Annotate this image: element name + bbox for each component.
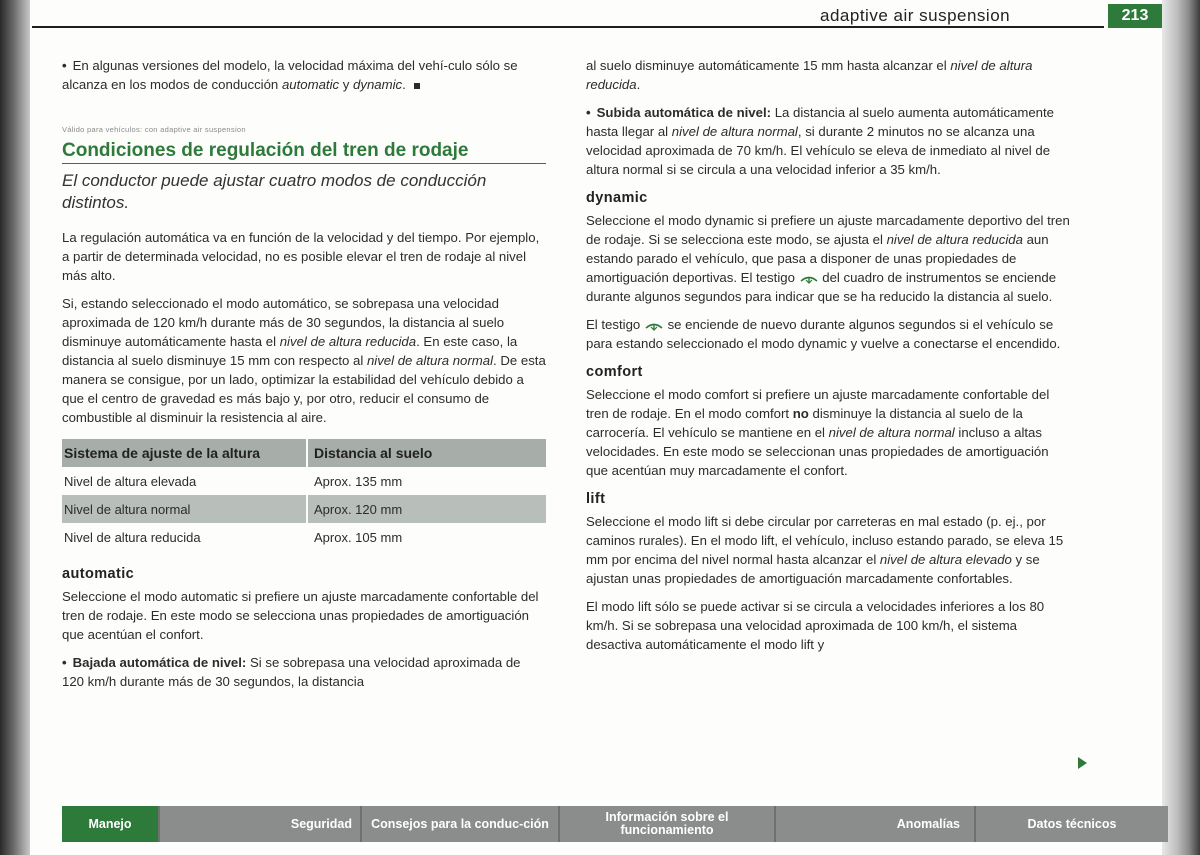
nav-tab-seguridad[interactable]: Seguridad [160, 806, 362, 842]
paragraph-continuation: al suelo disminuye automáticamente 15 mm hasta alcanzar el nivel de altura reducida. [586, 58, 1033, 92]
continue-arrow-icon [1078, 757, 1087, 769]
heading-dynamic: dynamic [586, 190, 648, 206]
book-pages-right [1162, 0, 1200, 855]
paragraph-regulation: La regulación automática va en función de la velocidad y del tiempo. Por ejemplo, a partir de determinada velocidad, no es posible elevar el tren de rodaje al nivel más alto. [62, 230, 540, 283]
paragraph-automatic-mode: Si, estando seleccionado el modo automático, se sobrepasa una velocidad aproximada de 120 km/h durante más de 30 segundos, la distancia al suelo disminuye automáticamente hasta el nivel de altura reducida. En este caso, la distancia al suelo disminuye 15 mm con respecto al nivel de altura normal. De esta manera se consigue, por un lado, optimizar la estabilidad del vehículo debido a que el centro de gravedad es más bajo y, por otro, reducir el consumo de combustible al disminuir la resistencia al aire. [62, 296, 546, 425]
table-row: Nivel de altura reducida Aprox. 105 mm [62, 523, 546, 551]
book-binding-left [0, 0, 30, 855]
heading-automatic: automatic [62, 566, 135, 582]
paragraph-dynamic: Seleccione el modo dynamic si prefiere un ajuste marcadamente deportivo del tren de rodaje. Si se selecciona este modo, se ajusta el nivel de altura reducida aun estando parado el vehículo, que pasa a disponer de unas propiedades de amortiguación deportivas. El testigo del cuadro de instrumentos se enciende durante algunos segundos para indicar que se ha reducido la distancia al suelo. [586, 213, 1070, 304]
suspension-lowered-icon [799, 274, 819, 284]
right-column [586, 56, 1074, 663]
heading-lift: lift [586, 491, 606, 507]
paragraph-lift-limit: El modo lift sólo se puede activar si se circula a velocidades inferiores a los 80 km/h. Si se sobrepasa una velocidad aproximada de 100 km/h, el sistema desactiva automáticamente el modo lift y [586, 599, 1045, 652]
left-column [62, 56, 546, 700]
paragraph-comfort: Seleccione el modo comfort si prefiere un ajuste marcadamente confortable del tren de rodaje. En el modo comfort no disminuye la distancia al suelo de la carrocería. El vehículo se mantiene en el nivel de altura normal incluso a altas velocidades. En este modo se seleccionan unas propiedades de amortiguación que acentúan muy marcadamente el confort. [586, 387, 1050, 478]
suspension-lowered-icon [644, 321, 664, 331]
nav-tab-consejos[interactable]: Consejos para la conduc-ción [362, 806, 560, 842]
bullet-icon: • [62, 655, 67, 670]
chapter-nav [62, 806, 1168, 842]
nav-tab-manejo[interactable]: Manejo [62, 806, 160, 842]
table-header-system: Sistema de ajuste de la altura [62, 439, 307, 467]
section-lead: El conductor puede ajustar cuatro modos de conducción distintos. [62, 171, 487, 212]
nav-tab-informacion[interactable]: Información sobre el funcionamiento [560, 806, 776, 842]
page-number: 213 [1108, 4, 1162, 28]
bullet-icon: • [586, 105, 591, 120]
header-rule [32, 26, 1104, 28]
section-title: Condiciones de regulación del tren de rodaje [62, 141, 546, 164]
nav-tab-anomalias[interactable]: Anomalías [776, 806, 976, 842]
end-square-icon [414, 83, 420, 89]
table-header-distance: Distancia al suelo [307, 439, 546, 467]
paragraph-testigo: El testigo se enciende de nuevo durante algunos segundos si el vehículo se para estando seleccionado el modo dynamic y vuelve a conectarse el encendido. [586, 317, 1061, 351]
table-row: Nivel de altura normal Aprox. 120 mm [62, 495, 546, 523]
bullet-icon: • [62, 58, 67, 73]
intro-bullet: • En algunas versiones del modelo, la velocidad máxima del vehí-culo sólo se alcanza en los modos de conducción automatic y dynamic. [62, 58, 518, 92]
table-row: Nivel de altura elevada Aprox. 135 mm [62, 467, 546, 495]
paragraph-bajada: • Bajada automática de nivel: Si se sobrepasa una velocidad aproximada de 120 km/h durante más de 30 segundos, la distancia [62, 655, 521, 689]
paragraph-lift: Seleccione el modo lift si debe circular por carreteras en mal estado (p. ej., por caminos rurales). En el modo lift, el vehículo, incluso estando parado, se eleva 15 mm por encima del nivel normal hasta alcanzar el nivel de altura elevado y se ajustan unas propiedades de amortiguación marcadamente confortables. [586, 514, 1064, 586]
nav-tab-datos-tecnicos[interactable]: Datos técnicos [1027, 816, 1117, 831]
height-table [62, 439, 546, 551]
running-header: adaptive air suspension [820, 6, 1011, 25]
heading-comfort: comfort [586, 364, 643, 380]
paragraph-automatic: Seleccione el modo automatic si prefiere un ajuste marcadamente confortable del tren de rodaje. En este modo se selecciona unas propiedades de amortiguación que acentúan el confort. [62, 589, 539, 642]
paragraph-subida: • Subida automática de nivel: La distancia al suelo aumenta automáticamente hasta llegar al nivel de altura normal, si durante 2 minutos no se alcanza una velocidad aproximada de 70 km/h. El vehículo se eleva de inmediato al nivel de altura normal si se circula a una velocidad inferior a 35 km/h. [586, 105, 1055, 177]
validity-note: Válido para vehículos: con adaptive air suspension [62, 125, 246, 134]
